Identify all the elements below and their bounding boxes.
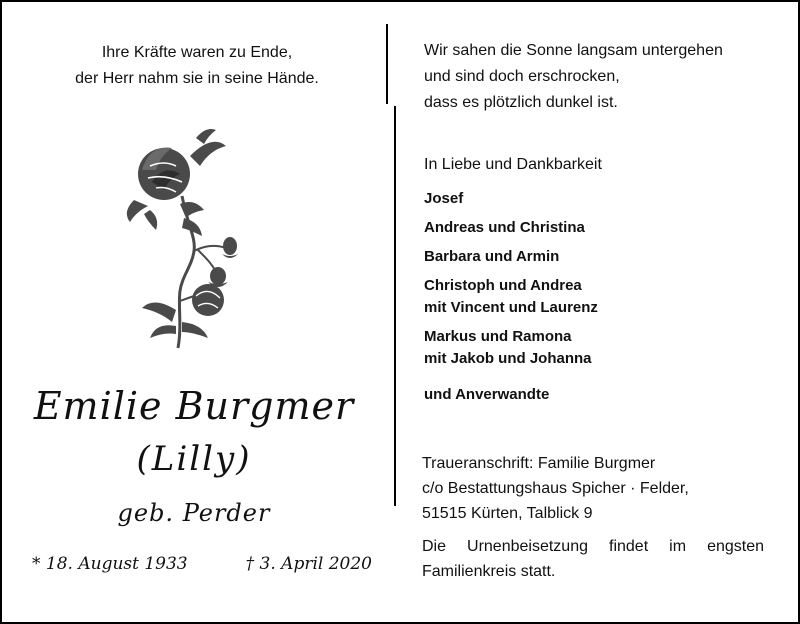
- address-line-1: Traueranschrift: Familie Burgmer: [422, 455, 656, 472]
- life-dates: [32, 554, 372, 574]
- deceased-name: Emilie Burgmer: [33, 384, 355, 428]
- mourner-line: Christoph und Andrea: [424, 277, 582, 294]
- right-quote-line-1: Wir sahen die Sonne langsam untergehen: [424, 42, 723, 59]
- right-quote-line-3: dass es plötzlich dunkel ist.: [424, 94, 618, 111]
- mourners-list: [424, 188, 764, 377]
- left-quote: [42, 40, 352, 92]
- mourner-group: [424, 246, 764, 268]
- deceased-nickname: (Lilly): [136, 439, 252, 479]
- address-line-2: c/o Bestattungshaus Spicher · Felder,: [422, 480, 689, 497]
- mourner-group: [424, 326, 764, 370]
- rose-icon: [120, 126, 250, 351]
- right-quote: [424, 38, 764, 116]
- mourner-line: Josef: [424, 190, 464, 207]
- column-divider-bottom: [394, 106, 396, 506]
- left-quote-line-1: Ihre Kräfte waren zu Ende,: [101, 44, 293, 61]
- mourner-group: [424, 217, 764, 239]
- address-line-3: 51515 Kürten, Talblick 9: [422, 505, 593, 522]
- burial-notice: Die Urnenbeisetzung findet im engsten Familienkreis statt.: [422, 538, 764, 580]
- mourner-line: Andreas und Christina: [424, 219, 585, 236]
- love-gratitude-line: In Liebe und Dankbarkeit: [424, 156, 602, 173]
- mourner-line: mit Jakob und Johanna: [424, 350, 592, 367]
- mourner-group: [424, 188, 764, 210]
- relatives-line: und Anverwandte: [424, 386, 550, 403]
- mourner-line: Barbara und Armin: [424, 248, 560, 265]
- mourner-group: [424, 275, 764, 319]
- maiden-name: geb. Perder: [117, 499, 271, 527]
- right-quote-line-2: und sind doch erschrocken,: [424, 68, 620, 85]
- column-divider-top: [386, 24, 388, 104]
- mourning-address: [422, 451, 762, 526]
- left-quote-line-2: der Herr nahm sie in seine Hände.: [75, 70, 319, 87]
- mourner-line: Markus und Ramona: [424, 328, 572, 345]
- mourner-line: mit Vincent und Laurenz: [424, 299, 598, 316]
- birth-date: * 18. August 1933: [32, 554, 188, 574]
- death-date: † 3. April 2020: [245, 554, 372, 574]
